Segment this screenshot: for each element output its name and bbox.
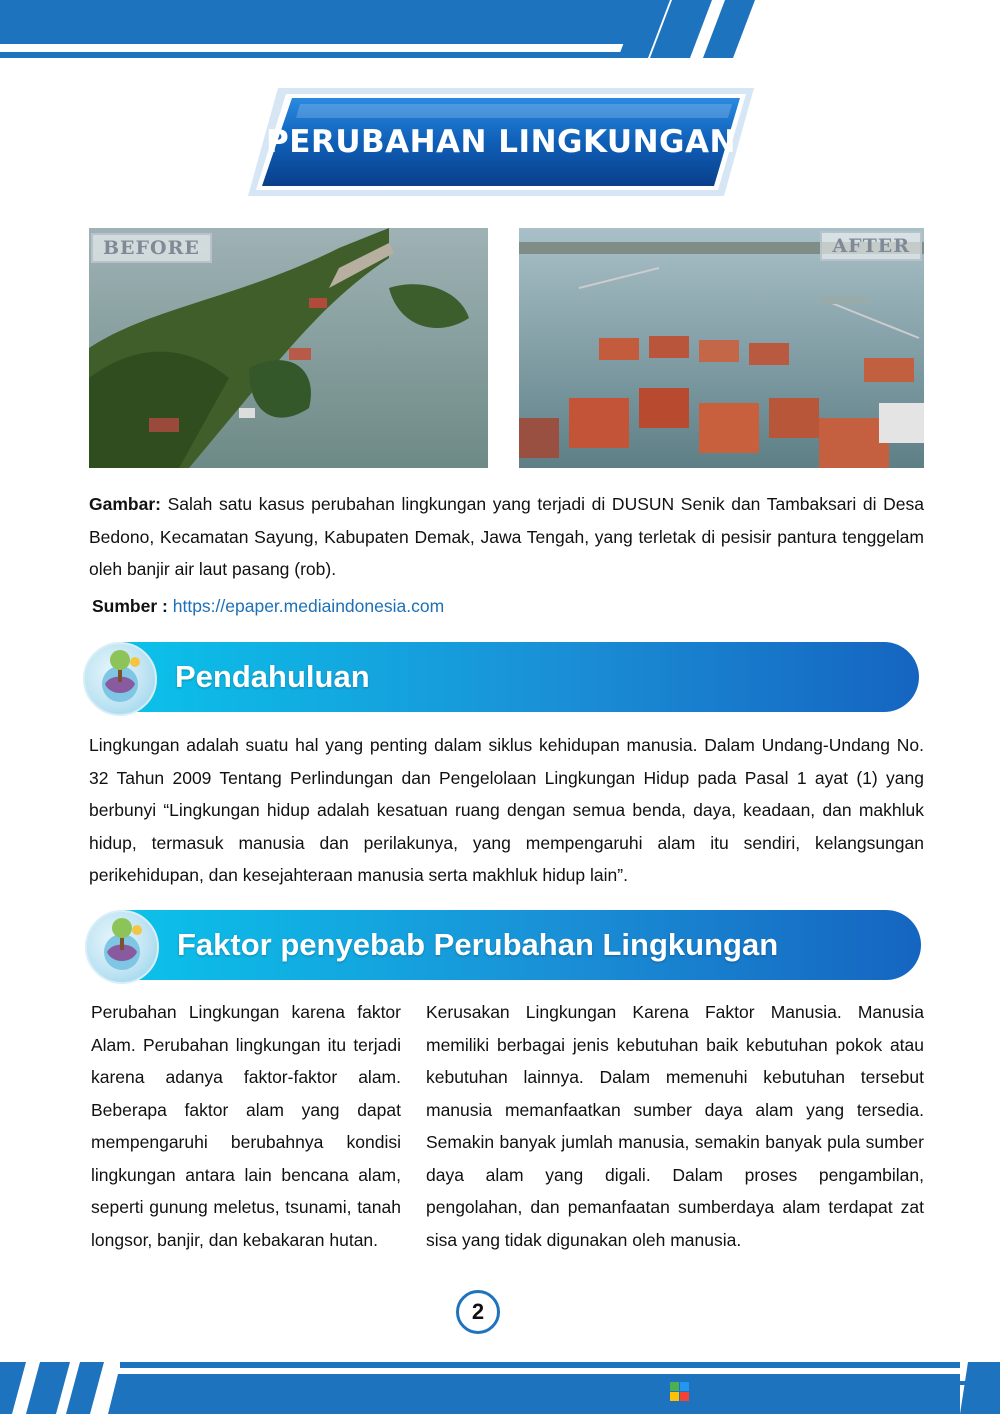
source-link[interactable]: https://epaper.mediaindonesia.com — [172, 596, 445, 616]
source-label: Sumber : — [92, 596, 168, 616]
caption-source — [92, 590, 692, 623]
section-header-faktor — [85, 910, 921, 980]
earth-tree-icon — [83, 642, 157, 716]
faktor-alam-paragraph: Perubahan Lingkungan karena faktor Alam. Perubahan lingkungan itu terjadi karena adanya faktor-faktor alam. Beberapa faktor alam yang dapat mempengaruhi berubahnya kondisi lingkungan antara lain bencana alam, seperti gunung meletus, tsunami, tanah longsor, banjir, dan kebakaran hutan. — [91, 1002, 401, 1250]
page-number: 2 — [456, 1290, 500, 1334]
faktor-manusia-paragraph: Kerusakan Lingkungan Karena Faktor Manusia. Manusia memiliki berbagai jenis kebutuhan baik kebutuhan pokok atau kebutuhan lainnya. Dalam memenuhi kebutuhan tersebut manusia memanfaatkan sumber daya alam yang tersedia. Semakin banyak jumlah manusia, semakin banyak pula sumber daya alam yang digali. Dalam proses pengambilan, pengolahan, dan pemanfaatan sumberdaya alam terdapat zat sisa yang tidak digunakan oleh manusia. — [426, 1002, 924, 1250]
title-banner — [248, 88, 754, 196]
caption-text: Salah satu kasus perubahan lingkungan yang terjadi di DUSUN Senik dan Tambaksari di Desa Bedono, Kecamatan Sayung, Kabupaten Demak, Jawa Tengah, yang terletak di pesisir pantura tenggelam oleh banjir air laut pasang (rob). — [89, 494, 924, 579]
before-photo — [89, 228, 488, 468]
liveworksheets-logo — [670, 1374, 988, 1408]
page-title: PERUBAHAN LINGKUNGAN — [266, 124, 736, 160]
top-bar-stripes — [600, 0, 1000, 62]
after-label: AFTER — [820, 231, 922, 261]
after-photo — [519, 228, 924, 468]
caption-label: Gambar: — [89, 494, 161, 514]
section-header-pendahuluan — [83, 642, 919, 712]
image-caption — [89, 488, 924, 586]
pendahuluan-paragraph: Lingkungan adalah suatu hal yang penting dalam siklus kehidupan manusia. Dalam Undang-Undang No. 32 Tahun 2009 Tentang Perlindungan dan Pengelolaan Lingkungan Hidup pada Pasal 1 ayat (1) yang berbunyi “Lingkungan hidup adalah kesatuan ruang dengan semua benda, daya, keadaan, dan makhluk hidup, termasuk manusia dan perilakunya, yang mempengaruhi alam itu sendiri, kelangsungan perikehidupan, dan kesejahteraan manusia serta makhluk hidup lain”. — [89, 735, 924, 885]
section-title: Pendahuluan — [175, 659, 370, 694]
top-bar-main — [0, 0, 640, 44]
liveworksheets-icon — [670, 1382, 689, 1401]
section-title: Faktor penyebab Perubahan Lingkungan — [177, 927, 779, 962]
earth-tree-icon — [85, 910, 159, 984]
top-bar-line — [0, 52, 640, 58]
brand-text: LIVEWORKSHEETS — [692, 1374, 988, 1408]
before-label: BEFORE — [91, 233, 212, 263]
